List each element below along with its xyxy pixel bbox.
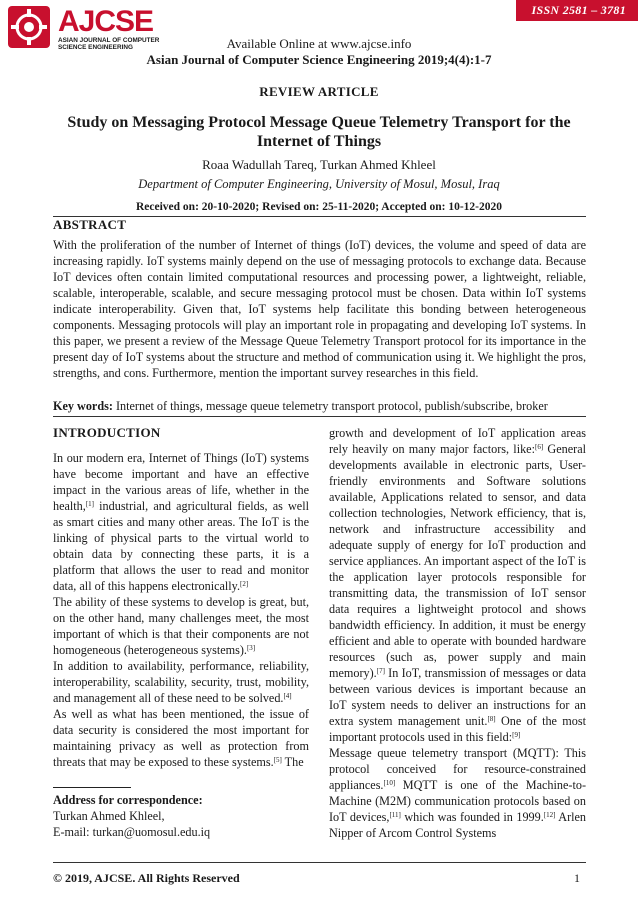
paragraph-text: MQTT is one of the Machine-to-Machine (M2M) communication protocols based on IoT devices, <box>329 778 586 824</box>
divider <box>53 416 586 417</box>
copyright: © 2019, AJCSE. All Rights Reserved <box>53 871 240 885</box>
citation: [2] <box>240 580 249 588</box>
citation: [10] <box>383 779 396 787</box>
paragraph-text: General developments available in electronic parts, User-friendly environments and Software solutions available, Applications related to sensor, and data collection technologies, Network efficiency, that is, network and infrastructure accessibility and adequate supply of energy for IoT production and service appliances. An important aspect of the IoT is the application layer protocols responsible for transmitting data, the transmission of IoT sensor data requires a lightweight protocol and shows bandwidth efficiency. In addition, it must be energy efficient and able to operate with bounded hardware resources (such as, power supply and main memory). <box>329 442 586 680</box>
divider <box>53 216 586 217</box>
paragraph <box>329 745 586 841</box>
logo-text: AJCSE <box>58 5 154 38</box>
paragraph-text: which was founded in 1999. <box>400 810 544 824</box>
citation: [7] <box>376 667 385 675</box>
citation: [3] <box>246 644 256 652</box>
footer-rule <box>53 862 586 863</box>
introduction-heading: INTRODUCTION <box>53 425 161 440</box>
keywords <box>53 398 586 414</box>
paragraph-text: Arlen Nipper of Arcom Control Systems <box>329 810 587 840</box>
citation: [5] <box>273 756 282 764</box>
paragraph-text: As well as what has been mentioned, the issue of data security is considered the most important for maintaining privacy as well as protection from threats that may be exposed to these systems. <box>53 707 309 769</box>
issn-badge: ISSN 2581 – 3781 <box>516 0 638 21</box>
keywords-list: Internet of things, message queue telemetry transport protocol, publish/subscribe, broker <box>115 399 548 413</box>
keywords-label: Key words: <box>53 399 113 413</box>
correspondence-label: Address for correspondence: <box>53 793 203 807</box>
paragraph <box>53 594 309 658</box>
article-department: Department of Computer Engineering, University of Mosul, Mosul, Iraq <box>138 177 500 191</box>
available-online: Available Online at www.ajcse.info <box>226 36 412 51</box>
abstract-heading: ABSTRACT <box>53 217 127 232</box>
paragraph-text: The ability of these systems to develop is great, but, on the other hand, many challenges meet, the most important of which is that their components are not homogeneous (heterogeneous systems). <box>53 595 309 657</box>
paragraph <box>53 450 309 594</box>
correspondence <box>53 792 210 840</box>
citation: [11] <box>389 811 401 819</box>
citation: [6] <box>534 443 544 451</box>
introduction-left-column <box>53 450 309 770</box>
logo-subtitle: ASIAN JOURNAL OF COMPUTER SCIENCE ENGINEERING <box>58 37 160 51</box>
paragraph <box>53 658 309 706</box>
article-authors: Roaa Wadullah Tareq, Turkan Ahmed Khleel <box>202 157 436 172</box>
article-title: Study on Messaging Protocol Message Queue Telemetry Transport for the Internet of Things <box>67 114 571 150</box>
abstract-text: With the proliferation of the number of Internet of things (IoT) devices, the volume and speed of data are increasing rapidly. IoT systems mainly depend on the use of messaging protocols to exchange data. Because IoT devices often contain limited computational resources and processing power, a lightweight, reliable, scalable, interoperable, scalable, and secure messaging protocol must be chosen. Data within IoT systems indicate interoperability. Given that, IoT systems help facilitate this bonding between heterogeneous components. Messaging protocols will play an important role in propagating and developing IoT systems. In this paper, we present a review of the Message Queue Telemetry Transport protocol for its importance in the present day of IoT systems about the structure and method of communication using it. We highlight the pros, strengths, and cons. Furthermore, mention the important survey researches in this field. <box>53 238 586 380</box>
correspondence-name: Turkan Ahmed Khleel, <box>53 809 165 823</box>
paragraph-text: Message queue telemetry transport (MQTT): This protocol conceived for resource-constrained appliances. <box>329 746 586 792</box>
citation: [9] <box>512 731 521 739</box>
paragraph-text: growth and development of IoT application areas rely heavily on many major factors, like: <box>329 426 586 456</box>
paragraph <box>329 425 586 745</box>
citation: [4] <box>283 692 292 700</box>
article-type: REVIEW ARTICLE <box>259 84 379 99</box>
citation: [1] <box>85 500 94 508</box>
footnote-rule <box>53 787 131 788</box>
paragraph-text: industrial, and agricultural fields, as well as smart cities and many other areas. The IoT is the linking of physical parts to the virtual world to obtain data by connecting these parts, it is a platform that allows the user to read and monitor data, all of this happens electronically. <box>53 499 309 593</box>
paragraph-text: One of the most important protocols used in this field: <box>329 714 586 744</box>
citation: [12] <box>543 811 556 819</box>
paragraph <box>53 706 309 770</box>
paragraph-text: In IoT, transmission of messages or data between various devices is important because an IoT system needs to deliver an instructions for an extra system management unit. <box>329 666 586 728</box>
introduction-right-column <box>329 425 586 841</box>
paragraph-text: In our modern era, Internet of Things (IoT) systems have become important and have an effective impact in the various areas of life, whether in the health, <box>53 451 309 513</box>
citation: [8] <box>487 715 496 723</box>
article-dates: Received on: 20-10-2020; Revised on: 25-11-2020; Accepted on: 10-12-2020 <box>135 201 503 213</box>
journal-citation: Asian Journal of Computer Science Engineering 2019;4(4):1-7 <box>146 52 492 67</box>
paragraph-text: In addition to availability, performance, reliability, interoperability, scalability, security, trust, mobility, and management all of these need to be solved. <box>53 659 309 705</box>
correspondence-email: E-mail: turkan@uomosul.edu.iq <box>53 825 211 839</box>
page-number: 1 <box>574 871 580 885</box>
paragraph-text: The <box>281 755 304 769</box>
